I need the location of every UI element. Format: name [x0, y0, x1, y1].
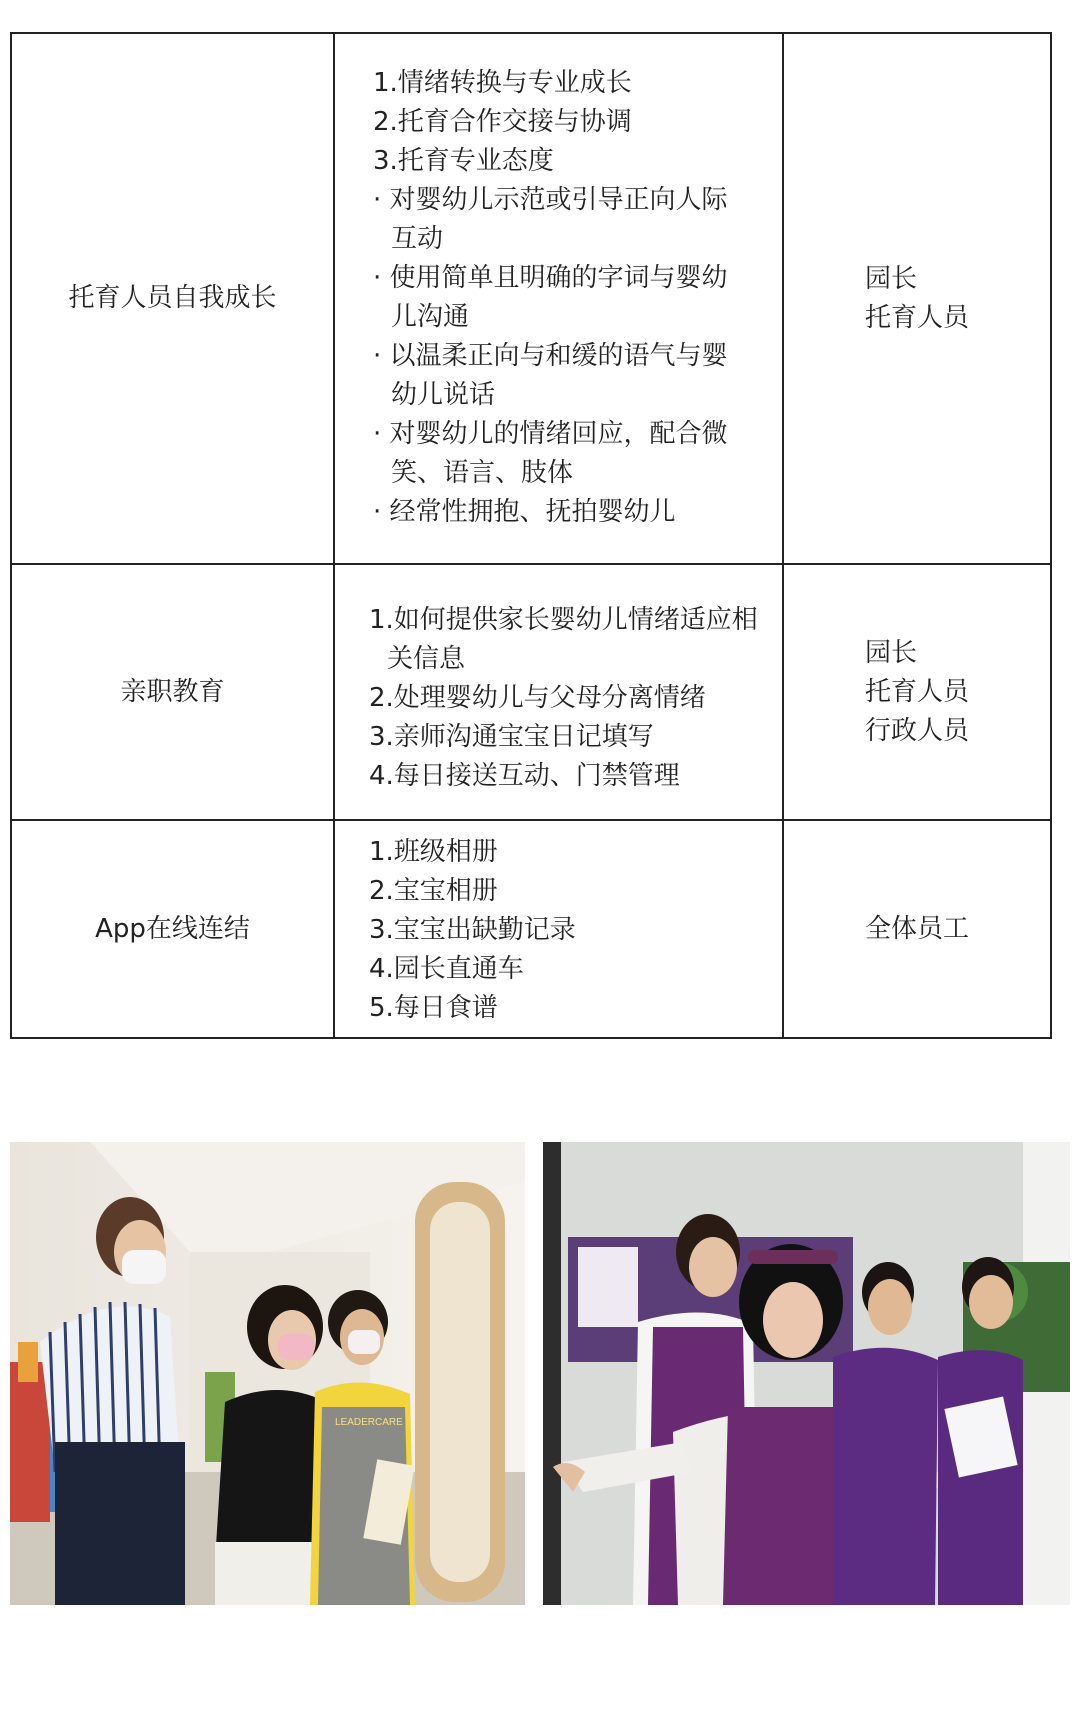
list-item: 2.宝宝相册 — [369, 876, 498, 906]
staff-cell — [784, 34, 1050, 563]
content-list — [369, 601, 758, 796]
badge-text: LEADERCARE — [335, 1417, 403, 1428]
staff-item: 行政人员 — [864, 715, 969, 746]
table-row — [12, 563, 1050, 819]
list-item: · 对婴幼儿的情绪回应，配合微笑、语言、肢体 — [373, 419, 728, 488]
topic-label: 亲职教育 — [120, 676, 225, 707]
topic-label: 托育人员自我成长 — [68, 283, 277, 313]
staff-list — [865, 634, 969, 751]
list-item: 2.处理婴幼儿与父母分离情绪 — [369, 683, 706, 713]
staff-list — [865, 260, 969, 338]
training-table — [10, 32, 1052, 1039]
topic-cell — [12, 34, 335, 563]
list-item: · 使用简单且明确的字词与婴幼儿沟通 — [373, 263, 728, 332]
staff-item: 托育人员 — [864, 676, 969, 707]
topic-cell — [12, 565, 335, 819]
list-item: · 以温柔正向与和缓的语气与婴幼儿说话 — [373, 341, 728, 410]
list-item: · 经常性拥抱、抚拍婴幼儿 — [373, 497, 676, 527]
staff-item: 托育人员 — [864, 302, 969, 333]
photo-meeting — [543, 1142, 1070, 1605]
content-cell — [335, 821, 784, 1037]
photo-hallway — [10, 1142, 525, 1605]
topic-label: App在线连结 — [95, 913, 250, 944]
staff-list — [865, 910, 969, 949]
staff-item: 园长 — [864, 263, 917, 294]
content-list — [373, 64, 752, 532]
topic-cell — [12, 821, 335, 1037]
list-item: 2.托育合作交接与协调 — [373, 107, 632, 137]
staff-item: 园长 — [864, 637, 917, 668]
list-item: 4.园长直通车 — [369, 954, 524, 984]
table-row — [12, 819, 1050, 1037]
content-cell — [335, 34, 784, 563]
list-item: 1.班级相册 — [369, 837, 498, 867]
list-item: 4.每日接送互动、门禁管理 — [369, 761, 680, 791]
table-row — [12, 34, 1050, 563]
staff-cell — [784, 821, 1050, 1037]
list-item: 3.托育专业态度 — [373, 146, 554, 176]
list-item: 5.每日食谱 — [369, 993, 498, 1023]
list-item: 3.亲师沟通宝宝日记填写 — [369, 722, 654, 752]
content-cell — [335, 565, 784, 819]
list-item: 1.情绪转换与专业成长 — [373, 68, 632, 98]
staff-cell — [784, 565, 1050, 819]
staff-item: 全体员工 — [864, 913, 969, 944]
list-item: 3.宝宝出缺勤记录 — [369, 915, 576, 945]
list-item: 1.如何提供家长婴幼儿情绪适应相关信息 — [369, 605, 758, 674]
content-list — [369, 833, 758, 1028]
list-item: · 对婴幼儿示范或引导正向人际互动 — [373, 185, 728, 254]
